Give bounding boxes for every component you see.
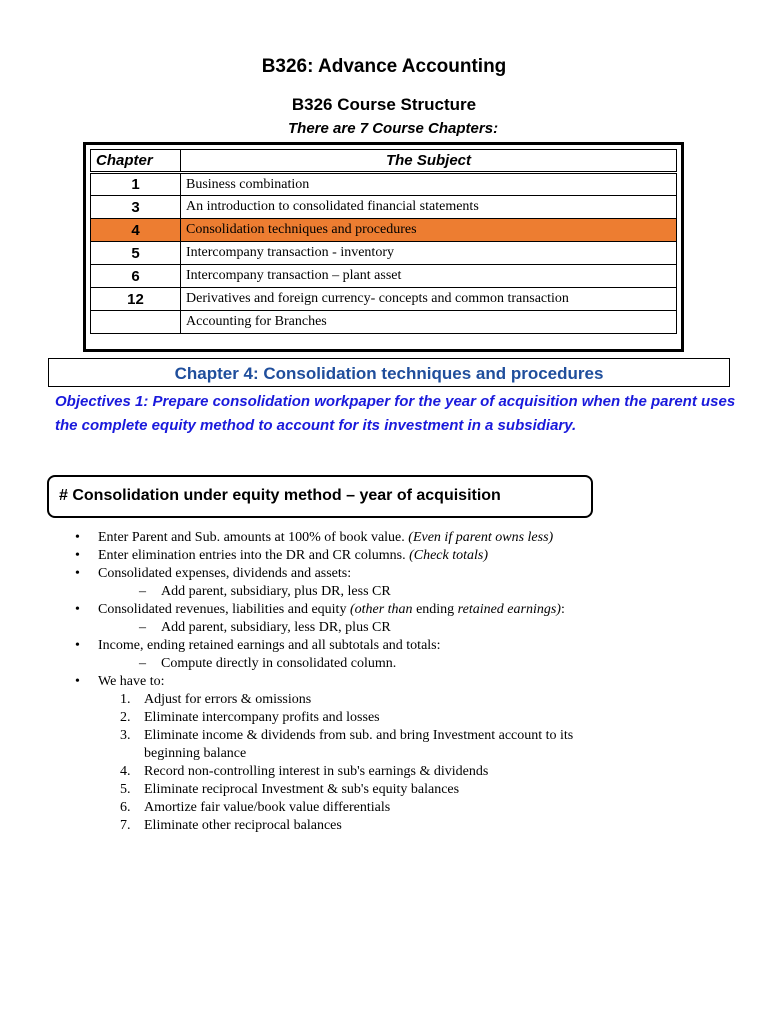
chapter-number: 6 [91,265,181,288]
section-heading: # Consolidation under equity method – year of acquisition [47,475,593,518]
numbered-item: 7. Eliminate other reciprocal balances [120,818,342,833]
list-item: • Enter Parent and Sub. amounts at 100% of book value. (Even if parent owns less) [72,529,672,547]
chapter-subject: An introduction to consolidated financial statements [181,196,677,219]
numbered-item: 3. Eliminate income & dividends from sub. and bring Investment account to its [120,728,574,743]
table-row [91,311,677,334]
chapter-subject: Accounting for Branches [181,311,677,334]
chapter-number [91,311,181,334]
list-item: • Enter elimination entries into the DR and CR columns. (Check totals) [72,547,672,565]
course-structure-heading: B326 Course Structure [291,95,477,114]
chapter-subject: Intercompany transaction – plant asset [181,265,677,288]
chapter-subject: Intercompany transaction - inventory [181,242,677,265]
table-row [91,288,677,311]
list-item: • Income, ending retained earnings and all subtotals and totals: [72,637,672,655]
numbered-item: 6. Amortize fair value/book value differentials [120,800,391,815]
chapter-heading: Chapter 4: Consolidation techniques and procedures [48,358,730,387]
sub-list-item: – Add parent, subsidiary, plus DR, less CR [72,583,672,601]
table-row-highlighted [91,219,677,242]
chapter-subject: Derivatives and foreign currency- concepts and common transaction [181,288,677,311]
numbered-item: 1. Adjust for errors & omissions [120,692,312,707]
objectives-text: Objectives 1: Prepare consolidation workpaper for the year of acquisition when the parent uses the complete equity method to account for its investment in a subsidiary. [55,393,736,434]
list-item: • We have to: [72,673,672,691]
numbered-item: 2. Eliminate intercompany profits and losses [120,710,380,725]
header-chapter: Chapter [91,150,181,173]
numbered-item: 4. Record non-controlling interest in sub's earnings & dividends [120,764,489,779]
numbered-item: 5. Eliminate reciprocal Investment & sub's equity balances [120,782,460,797]
chapter-subject: Business combination [181,173,677,196]
chapters-table-frame [83,142,684,352]
sub-list-item: – Add parent, subsidiary, less DR, plus CR [72,619,672,637]
table-header-row [91,150,677,173]
chapter-number: 3 [91,196,181,219]
chapters-intro: There are 7 Course Chapters: [288,120,499,137]
numbered-item-continuation: beginning balance [144,746,247,761]
chapters-table [90,149,677,334]
document-title: B326: Advance Accounting [261,56,507,77]
chapter-number: 1 [91,173,181,196]
bullet-list [72,529,672,835]
sub-list-item: – Compute directly in consolidated column. [72,655,672,673]
chapter-number: 4 [91,219,181,242]
header-subject: The Subject [181,150,677,173]
chapter-subject: Consolidation techniques and procedures [181,219,677,242]
chapter-number: 12 [91,288,181,311]
list-item: • Consolidated revenues, liabilities and equity (other than ending retained earnings): [72,601,672,619]
list-item: • Consolidated expenses, dividends and assets: [72,565,672,583]
table-row [91,196,677,219]
chapter-number: 5 [91,242,181,265]
table-row [91,242,677,265]
table-row [91,173,677,196]
table-row [91,265,677,288]
